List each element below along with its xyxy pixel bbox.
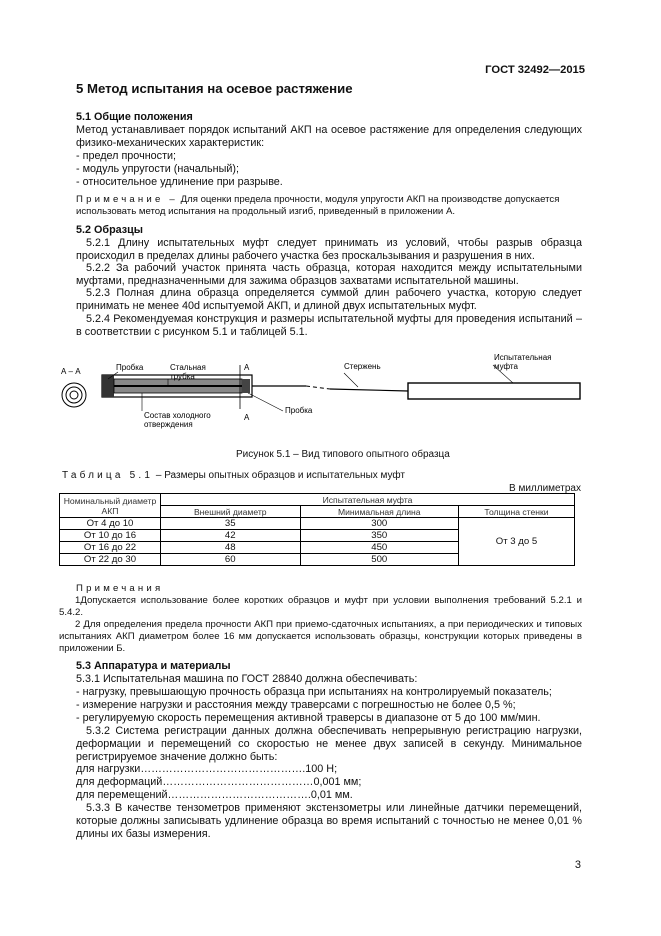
plug-label: Пробка <box>116 363 144 372</box>
paragraph-5-3-2: 5.3.2 Система регистрации данных должна обеспечивать непрерывную регистрацию нагрузки, деформации и перемещений со скоростью не менее двух записей в секунду. Минимальное регистрируемое значение должно быть: <box>76 725 582 763</box>
table-cell: 35 <box>161 518 301 530</box>
page-number: 3 <box>574 859 581 871</box>
table-cell: От 16 до 22 <box>60 542 161 554</box>
section-cut-label: А <box>244 363 250 372</box>
compound-label: Состав холодного <box>144 411 211 420</box>
tube-label: трубка <box>170 372 195 381</box>
table-header: Номинальный диаметр АКП <box>60 494 161 518</box>
subsection-title-5-3: 5.3 Аппаратура и материалы <box>76 660 231 672</box>
list-item: - модуль упругости (начальный); <box>76 163 240 175</box>
list-item: - измерение нагрузки и расстояния между траверсами с погрешностью не более 0,5 %; <box>76 699 516 711</box>
section-label: А – А <box>61 367 81 376</box>
paragraph-5-2-4: 5.2.4 Рекомендуемая конструкция и размеры испытательной муфты для проведения испытаний – в соответствии с рисунком 5.1 и таблицей 5.1. <box>76 313 582 338</box>
subsection-title-5-2: 5.2 Образцы <box>76 224 144 236</box>
table-cell: 48 <box>161 542 301 554</box>
register-value-displacement: для перемещений………………………………….0,01 мм. <box>76 789 353 801</box>
table-cell: 42 <box>161 530 301 542</box>
note-5-1 <box>76 194 582 218</box>
register-value-load: для нагрузки……………………………………….100 Н; <box>76 763 338 775</box>
list-item: - предел прочности; <box>76 150 177 162</box>
note-1: 1Допускается использование более коротких образцов и муфт при условии выполнения требований 5.2.1 и 5.4.2. <box>59 595 582 618</box>
table-caption-label: Таблица 5.1 <box>62 470 154 481</box>
plug-label-2: Пробка <box>285 406 313 415</box>
figure-caption: Рисунок 5.1 – Вид типового опытного образца <box>236 449 450 460</box>
section-title: 5 Метод испытания на осевое растяжение <box>76 81 353 96</box>
table-cell: 60 <box>161 554 301 566</box>
notes-label: Примечания <box>76 583 164 594</box>
table-cell: От 3 до 5 <box>459 518 575 566</box>
compound-label: отверждения <box>144 420 193 429</box>
list-item: - регулируемую скорость перемещения активной траверсы в диапазоне от 5 до 100 мм/мин. <box>76 712 541 724</box>
specimen-figure <box>58 349 588 439</box>
tube-label: Стальная <box>170 363 206 372</box>
paragraph-5-2-1: 5.2.1 Длину испытательных муфт следует принимать из условий, чтобы разрыв образца происходил в пределах длины рабочего участка без проскальзывания и разрушения в них. <box>76 237 582 262</box>
test-sleeve-drawing <box>408 383 580 399</box>
table-row <box>60 518 575 530</box>
sleeve-label: Испытательная <box>494 353 552 362</box>
paragraph-5-2-3: 5.2.3 Полная длина образца определяется суммой длин рабочего участка, которую следует принимать не менее 40d испытуемой АКП, и длиной двух испытательных муфт. <box>76 287 582 312</box>
paragraph-5-3-3: 5.3.3 В качестве тензометров применяют экстензометры или линейные датчики перемещений, которые должны записывать удлинение образца во время испытаний с точностью не менее 0,01 % длины их базы измерения. <box>76 802 582 840</box>
table-cell: 350 <box>300 530 458 542</box>
paragraph-5-3-1: 5.3.1 Испытательная машина по ГОСТ 28840 должна обеспечивать: <box>76 673 418 685</box>
table-header: Испытательная муфта <box>161 494 575 506</box>
table-header: Толщина стенки <box>459 506 575 518</box>
sleeve-label: муфта <box>494 362 518 371</box>
list-item: - нагрузку, превышающую прочность образца при испытаниях на контролируемый показатель; <box>76 686 552 698</box>
table-caption <box>62 469 405 482</box>
note-label: Примечание – <box>76 194 178 205</box>
specimen-end-drawing <box>102 375 330 397</box>
table-cell: 300 <box>300 518 458 530</box>
table-cell: От 22 до 30 <box>60 554 161 566</box>
document-code: ГОСТ 32492—2015 <box>485 64 585 76</box>
section-cut-label: А <box>244 413 250 422</box>
table-header: Минимальная длина <box>300 506 458 518</box>
paragraph-5-2-2: 5.2.2 За рабочий участок принята часть образца, которая находится между испытательными муфтами, предназначенными для зажима образцов захватами испытательной машины. <box>76 262 582 287</box>
table-cell: 500 <box>300 554 458 566</box>
dimensions-table <box>59 493 575 566</box>
table-header: Внешний диаметр <box>161 506 301 518</box>
table-cell: От 10 до 16 <box>60 530 161 542</box>
rod-label: Стержень <box>344 362 381 371</box>
paragraph-5-1: Метод устанавливает порядок испытаний АКП на осевое растяжение для определения следующих физико-механических характеристик: <box>76 124 582 149</box>
table-caption-text: – Размеры опытных образцов и испытательных муфт <box>155 470 405 481</box>
note-text: Для оценки предела прочности, модуля упругости АКП на производстве допускается использовать метод испытания на продольный изгиб, приведенный в приложении А. <box>76 194 560 217</box>
table-cell: 450 <box>300 542 458 554</box>
cross-section-drawing <box>62 383 86 407</box>
subsection-title-5-1: 5.1 Общие положения <box>76 111 193 123</box>
note-2: 2 Для определения предела прочности АКП при приемо-сдаточных испытаниях, а при периодических и типовых испытаниях АКП диаметром более 16 мм допускается использовать образцы, конструкции которых приведены в приложении Б. <box>59 619 582 654</box>
table-units: В миллиметрах <box>509 483 581 494</box>
table-cell: От 4 до 10 <box>60 518 161 530</box>
list-item: - относительное удлинение при разрыве. <box>76 176 283 188</box>
register-value-deformation: для деформаций……………………………………0,001 мм; <box>76 776 362 788</box>
